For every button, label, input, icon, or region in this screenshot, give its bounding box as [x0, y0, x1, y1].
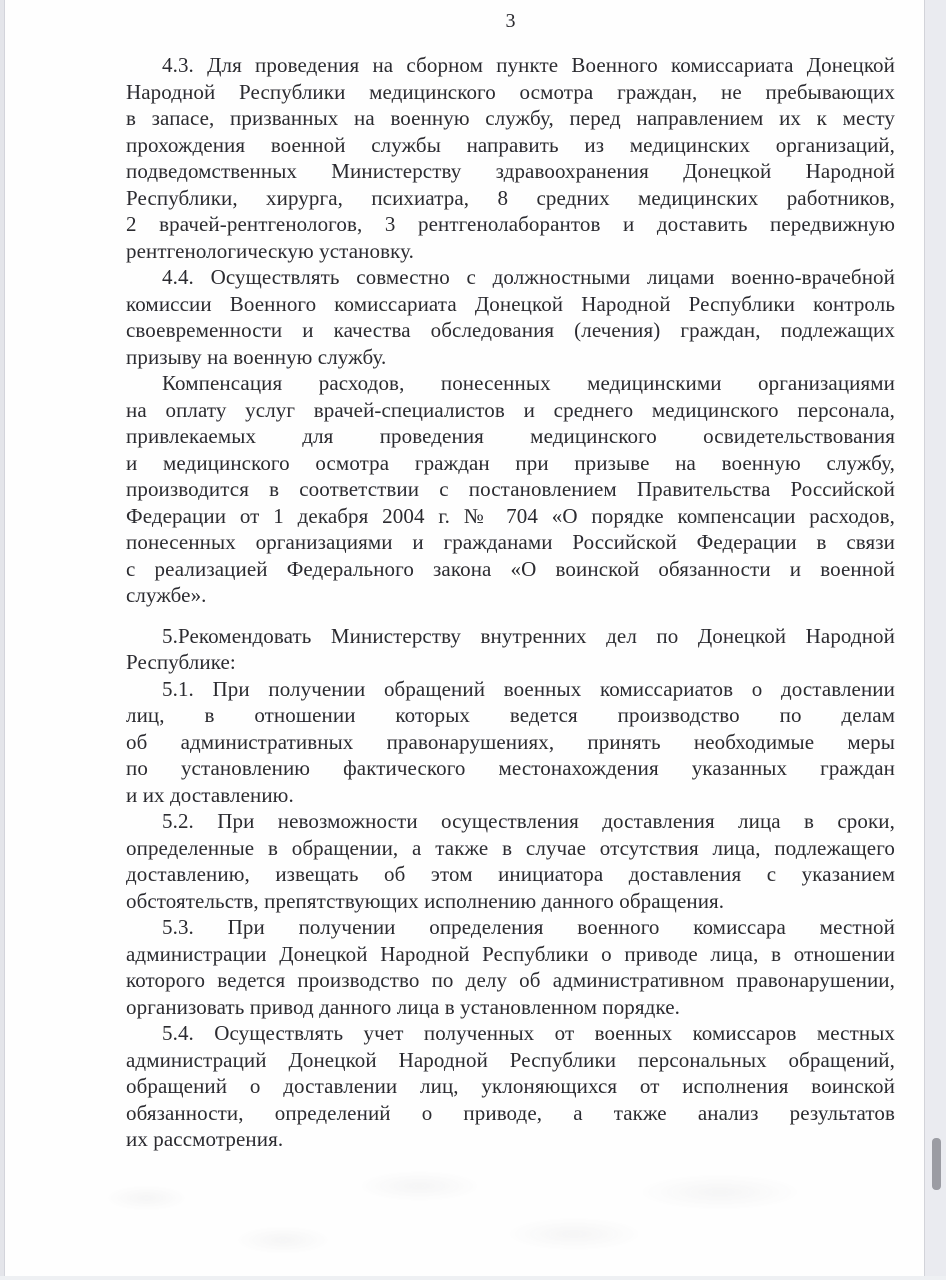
- text-line: комиссии Военного комиссариата Донецкой Народной Республики контроль: [126, 291, 895, 316]
- text-line: подведомственных Министерству здравоохранения Донецкой Народной: [126, 159, 895, 183]
- text-line: об административных правонарушениях, принять необходимые меры: [126, 729, 895, 754]
- text-line: службе».: [126, 583, 207, 607]
- text-line: доставлению, извещать об этом инициатора доставления с указанием: [126, 862, 895, 886]
- text-line: которого ведется производство по делу об административном правонарушении,: [126, 968, 895, 992]
- text-line: рентгенологическую установку.: [126, 238, 414, 263]
- text-line: обстоятельств, препятствующих исполнению данного обращения.: [126, 888, 725, 913]
- paragraph: [126, 1020, 895, 1153]
- text-line: 5.3. При получении определения военного комиссара местной: [162, 915, 895, 939]
- text-line: администраций Донецкой Народной Республики персональных обращений,: [126, 1047, 895, 1072]
- text-line: Компенсация расходов, понесенных медицинскими организациями: [162, 371, 895, 395]
- text-line: и их доставлению.: [126, 782, 294, 807]
- text-line: 5.4. Осуществлять учет полученных от военных комиссаров местных: [162, 1021, 895, 1045]
- paragraph: [126, 623, 895, 676]
- text-line: с реализацией Федерального закона «О воинской обязанности и военной: [126, 556, 895, 581]
- text-line: 4.4. Осуществлять совместно с должностными лицами военно-врачебной: [162, 265, 895, 289]
- text-line: по установлению фактического местонахождения указанных граждан: [126, 756, 895, 780]
- text-line: их рассмотрения.: [126, 1127, 284, 1151]
- text-line: 5.1. При получении обращений военных комиссариатов о доставлении: [162, 676, 895, 701]
- text-line: понесенных организациями и гражданами Российской Федерации в связи: [126, 530, 895, 554]
- text-line: производится в соответствии с постановлением Правительства Российской: [126, 477, 895, 501]
- text-line: администрации Донецкой Народной Республики о приводе лица, в отношении: [126, 941, 895, 966]
- document-body: [126, 52, 895, 1153]
- text-line: 2 врачей-рентгенологов, 3 рентгенолаборантов и доставить передвижную: [126, 212, 895, 236]
- text-line: Республике:: [126, 650, 236, 674]
- text-line: своевременности и качества обследования (лечения) граждан, подлежащих: [126, 318, 895, 342]
- text-line: определенные в обращении, а также в случае отсутствия лица, подлежащего: [126, 835, 895, 860]
- left-page-edge: [0, 0, 5, 1280]
- reverse-side-bleed-through: [10, 1150, 920, 1270]
- scrollbar-thumb[interactable]: [932, 1138, 941, 1190]
- text-line: привлекаемых для проведения медицинского освидетельствования: [126, 424, 895, 448]
- bottom-page-edge: [0, 1276, 946, 1280]
- right-gutter: [924, 0, 946, 1280]
- paragraph: [126, 264, 895, 370]
- text-line: и медицинского осмотра граждан при призыве на военную службу,: [126, 450, 895, 475]
- text-line: на оплату услуг врачей-специалистов и среднего медицинского персонала,: [126, 397, 895, 422]
- text-line: 5.Рекомендовать Министерству внутренних дел по Донецкой Народной: [162, 623, 895, 648]
- text-line: 5.2. При невозможности осуществления доставления лица в сроки,: [162, 809, 895, 833]
- text-line: обязанности, определений о приводе, а также анализ результатов: [126, 1100, 895, 1125]
- text-line: призыву на военную службу.: [126, 344, 387, 369]
- paragraph: [126, 370, 895, 609]
- text-line: прохождения военной службы направить из медицинских организаций,: [126, 132, 895, 157]
- text-line: организовать привод данного лица в установленном порядке.: [126, 994, 680, 1019]
- text-line: лиц, в отношении которых ведется производство по делам: [126, 703, 895, 727]
- paragraph: [126, 676, 895, 809]
- text-line: 4.3. Для проведения на сборном пункте Военного комиссариата Донецкой: [162, 53, 895, 77]
- text-line: обращений о доставлении лиц, уклоняющихся от исполнения воинской: [126, 1074, 895, 1098]
- text-line: в запасе, призванных на военную службу, перед направлением их к месту: [126, 106, 895, 130]
- text-line: Федерации от 1 декабря 2004 г. № 704 «О порядке компенсации расходов,: [126, 503, 895, 528]
- text-line: Республики, хирурга, психиатра, 8 средних медицинских работников,: [126, 185, 895, 210]
- paragraph: [126, 914, 895, 1020]
- page-number: 3: [505, 10, 516, 32]
- text-line: Народной Республики медицинского осмотра граждан, не пребывающих: [126, 79, 895, 104]
- paragraph: [126, 808, 895, 914]
- paragraph: [126, 52, 895, 264]
